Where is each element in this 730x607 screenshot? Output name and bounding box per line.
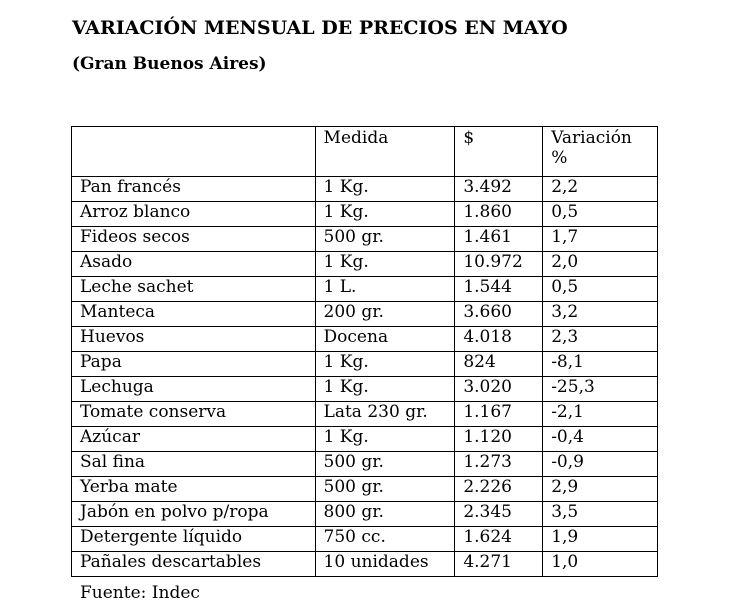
cell-product: Sal fina <box>72 452 316 477</box>
cell-product: Detergente líquido <box>72 527 316 552</box>
cell-price: 1.461 <box>455 227 543 252</box>
cell-product: Pan francés <box>72 177 316 202</box>
cell-measure: 1 Kg. <box>315 377 455 402</box>
cell-variation: 3,5 <box>543 502 658 527</box>
cell-variation: 2,2 <box>543 177 658 202</box>
cell-variation: -0,9 <box>543 452 658 477</box>
cell-variation: 1,0 <box>543 552 658 577</box>
cell-price: 3.492 <box>455 177 543 202</box>
cell-price: 2.345 <box>455 502 543 527</box>
source-note: Fuente: Indec <box>80 583 200 603</box>
cell-product: Yerba mate <box>72 477 316 502</box>
table-row <box>72 327 658 352</box>
table-header-row <box>72 127 658 177</box>
document-title: VARIACIÓN MENSUAL DE PRECIOS EN MAYO <box>72 17 568 39</box>
cell-measure: 750 cc. <box>315 527 455 552</box>
cell-measure: 800 gr. <box>315 502 455 527</box>
cell-product: Fideos secos <box>72 227 316 252</box>
cell-product: Tomate conserva <box>72 402 316 427</box>
cell-product: Arroz blanco <box>72 202 316 227</box>
cell-measure: 1 Kg. <box>315 177 455 202</box>
cell-measure: 500 gr. <box>315 452 455 477</box>
cell-variation: -2,1 <box>543 402 658 427</box>
table-row <box>72 202 658 227</box>
table-row <box>72 552 658 577</box>
cell-product: Pañales descartables <box>72 552 316 577</box>
table-row <box>72 427 658 452</box>
cell-product: Manteca <box>72 302 316 327</box>
cell-product: Lechuga <box>72 377 316 402</box>
table-row <box>72 227 658 252</box>
cell-price: 1.624 <box>455 527 543 552</box>
cell-price: 824 <box>455 352 543 377</box>
cell-product: Papa <box>72 352 316 377</box>
cell-product: Jabón en polvo p/ropa <box>72 502 316 527</box>
table-row <box>72 527 658 552</box>
cell-product: Asado <box>72 252 316 277</box>
cell-price: 1.273 <box>455 452 543 477</box>
header-measure: Medida <box>315 127 455 177</box>
header-variation: Variación % <box>543 127 658 177</box>
cell-measure: Lata 230 gr. <box>315 402 455 427</box>
cell-measure: 1 Kg. <box>315 252 455 277</box>
cell-variation: 2,9 <box>543 477 658 502</box>
cell-product: Leche sachet <box>72 277 316 302</box>
table-row <box>72 452 658 477</box>
table-row <box>72 377 658 402</box>
table-row <box>72 402 658 427</box>
cell-variation: 2,0 <box>543 252 658 277</box>
price-table <box>71 126 658 577</box>
cell-measure: 1 Kg. <box>315 427 455 452</box>
cell-price: 1.167 <box>455 402 543 427</box>
cell-price: 10.972 <box>455 252 543 277</box>
cell-price: 1.120 <box>455 427 543 452</box>
cell-price: 3.020 <box>455 377 543 402</box>
table-row <box>72 477 658 502</box>
header-price: $ <box>455 127 543 177</box>
cell-variation: 2,3 <box>543 327 658 352</box>
table-row <box>72 302 658 327</box>
cell-price: 1.544 <box>455 277 543 302</box>
cell-variation: 0,5 <box>543 202 658 227</box>
cell-measure: 1 L. <box>315 277 455 302</box>
cell-measure: 500 gr. <box>315 477 455 502</box>
cell-product: Azúcar <box>72 427 316 452</box>
cell-variation: 1,7 <box>543 227 658 252</box>
header-product <box>72 127 316 177</box>
document-subtitle: (Gran Buenos Aires) <box>72 54 267 74</box>
cell-price: 4.271 <box>455 552 543 577</box>
table-row <box>72 252 658 277</box>
table-row <box>72 352 658 377</box>
cell-variation: 0,5 <box>543 277 658 302</box>
table-row <box>72 502 658 527</box>
cell-variation: 1,9 <box>543 527 658 552</box>
cell-measure: 1 Kg. <box>315 352 455 377</box>
cell-price: 3.660 <box>455 302 543 327</box>
table-body <box>72 177 658 577</box>
cell-product: Huevos <box>72 327 316 352</box>
cell-measure: 200 gr. <box>315 302 455 327</box>
cell-price: 2.226 <box>455 477 543 502</box>
cell-price: 1.860 <box>455 202 543 227</box>
table-row <box>72 177 658 202</box>
cell-variation: -8,1 <box>543 352 658 377</box>
cell-measure: Docena <box>315 327 455 352</box>
cell-variation: -25,3 <box>543 377 658 402</box>
cell-measure: 10 unidades <box>315 552 455 577</box>
table-row <box>72 277 658 302</box>
cell-variation: 3,2 <box>543 302 658 327</box>
cell-measure: 500 gr. <box>315 227 455 252</box>
cell-measure: 1 Kg. <box>315 202 455 227</box>
cell-variation: -0,4 <box>543 427 658 452</box>
cell-price: 4.018 <box>455 327 543 352</box>
